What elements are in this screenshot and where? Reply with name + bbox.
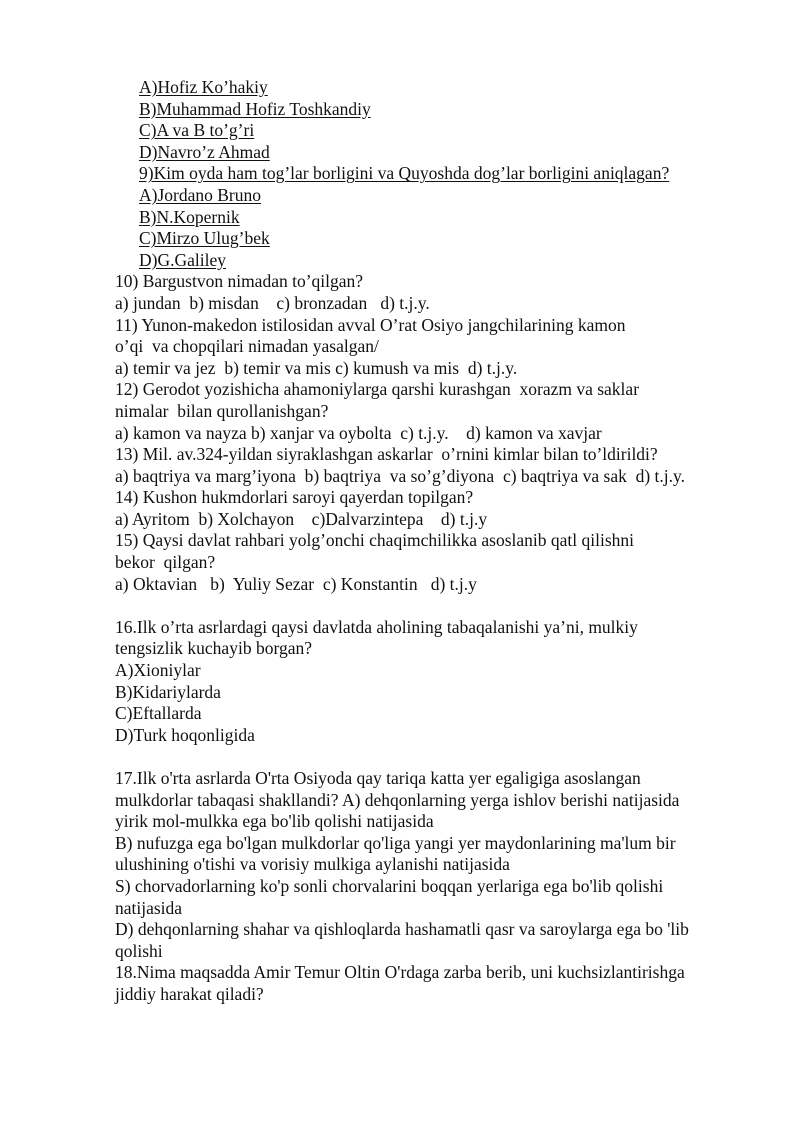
question-11-answers: a) temir va jez b) temir va mis c) kumush va mis d) t.j.y. (115, 357, 518, 378)
question-17-line-8: D) dehqonlarning shahar va qishloqlarda hashamatli qasr va saroylarga ega bo 'lib (115, 919, 689, 940)
question-18-line-1: 18.Nima maqsadda Amir Temur Oltin O'rdaga zarba berib, uni kuchsizlantirishga (115, 962, 685, 983)
question-11-line-2: o’qi va chopqilari nimadan yasalgan/ (115, 336, 379, 357)
question-17-line-4: B) nufuzga ega bo'lgan mulkdorlar qo'liga yangi yer maydonlarining ma'lum bir (115, 832, 676, 853)
blank-line (115, 746, 745, 768)
question-16-line-1: 16.Ilk o’rta asrlardagi qaysi davlatda aholining tabaqalanishi ya’ni, mulkiy (115, 616, 638, 637)
question-10: 10) Bargustvon nimadan to’qilgan? (115, 271, 364, 292)
question-9: 9)Kim oyda ham tog’lar borligini va Quyoshda dog’lar borligini aniqlagan? (139, 163, 670, 184)
question-12-line-2: nimalar bilan qurollanishgan? (115, 400, 329, 421)
question-11-line-1: 11) Yunon-makedon istilosidan avval O’rat Osiyo jangchilarining kamon (115, 314, 626, 335)
blank-line (115, 595, 745, 617)
document-body (115, 77, 745, 1006)
question-16-option-b: B)Kidariylarda (115, 681, 221, 702)
question-10-answers: a) jundan b) misdan c) bronzadan d) t.j.y. (115, 292, 430, 313)
question-15-answers: a) Oktavian b) Yuliy Sezar c) Konstantin d) t.j.y (115, 573, 477, 594)
question-14: 14) Kushon hukmdorlari saroyi qayerdan topilgan? (115, 487, 474, 508)
question-17-line-3: yirik mol-mulkka ega bo'lib qolishi natijasida (115, 811, 434, 832)
question-17-line-1: 17.Ilk o'rta asrlarda O'rta Osiyoda qay tariqa katta yer egaligiga asoslangan (115, 768, 641, 788)
q9-option-c: C)Mirzo Ulug’bek (139, 228, 270, 249)
question-16-line-2: tengsizlik kuchayib borgan? (115, 638, 312, 659)
question-16-option-c: C)Eftallarda (115, 703, 202, 724)
q9-option-d: D)G.Galiley (139, 249, 226, 270)
question-18-line-2: jiddiy harakat qiladi? (115, 983, 264, 1004)
option-b-muhammad: B)Muhammad Hofiz Toshkandiy (139, 98, 371, 119)
question-17-line-2: mulkdorlar tabaqasi shakllandi? A) dehqonlarning yerga ishlov berishi natijasida (115, 789, 680, 810)
q9-option-a: A)Jordano Bruno (139, 184, 261, 205)
question-15-line-2: bekor qilgan? (115, 552, 216, 573)
question-15-line-1: 15) Qaysi davlat rahbari yolg’onchi chaqimchilikka asoslanib qatl qilishni (115, 530, 635, 551)
question-13-answers: a) baqtriya va marg’iyona b) baqtriya va so’g’diyona c) baqtriya va sak d) t.j.y. (115, 465, 686, 486)
question-17-line-7: natijasida (115, 897, 183, 918)
option-c-a-va-b: C)A va B to’g’ri (139, 120, 255, 141)
question-14-answers: a) Ayritom b) Xolchayon c)Dalvarzintepa d) t.j.y (115, 508, 488, 529)
question-17-line-6: S) chorvadorlarning ko'p sonli chorvalarini boqqan yerlariga ega bo'lib qolishi (115, 875, 664, 896)
question-17-line-9: qolishi (115, 940, 163, 961)
question-12-line-1: 12) Gerodot yozishicha ahamoniylarga qarshi kurashgan xorazm va saklar (115, 379, 640, 400)
question-16-option-a: A)Xioniylar (115, 660, 201, 681)
question-13: 13) Mil. av.324-yildan siyraklashgan askarlar o’rnini kimlar bilan to’ldirildi? (115, 444, 658, 465)
option-a-hofiz: A)Hofiz Ko’hakiy (139, 77, 268, 97)
question-16-option-d: D)Turk hoqonligida (115, 724, 255, 745)
question-12-answers: a) kamon va nayza b) xanjar va oybolta c) t.j.y. d) kamon va xavjar (115, 422, 602, 443)
underlined-answer-block (115, 77, 745, 271)
q9-option-b: B)N.Kopernik (139, 206, 240, 227)
question-17-line-5: ulushining o'tishi va vorisiy mulkiga aylanishi natijasida (115, 854, 510, 875)
option-d-navroz: D)Navro’z Ahmad (139, 141, 270, 162)
